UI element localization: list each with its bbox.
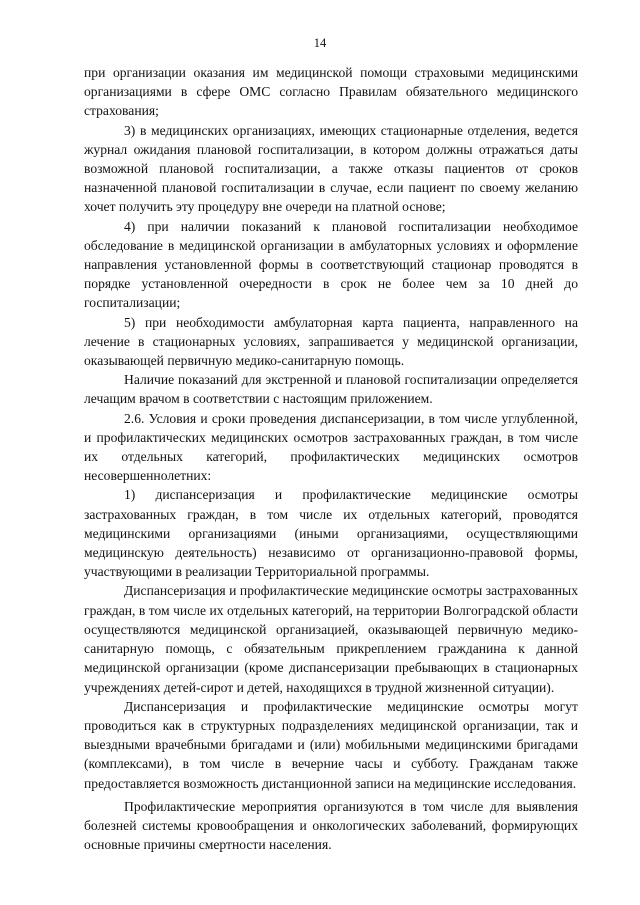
paragraph-hospitalization-indications: Наличие показаний для экстренной и плановой госпитализации определяется лечащим врачом в соответствии с настоящим приложением. <box>84 372 578 407</box>
paragraph-preventive-measures: Профилактические мероприятия организуются в том числе для выявления болезней системы кровообращения и онкологических заболеваний, формирующих основные причины смертности населения. <box>84 798 578 853</box>
paragraph-item-5: 5) при необходимости амбулаторная карта пациента, направленного на лечение в стационарных условиях, запрашивается у медицинской организации, оказывающей первичную медико-санитарную помощь. <box>84 314 578 369</box>
paragraph-item-4: 4) при наличии показаний к плановой госпитализации необходимое обследование в медицинской организации в амбулаторных условиях и оформление направления установленной формы в соответствующий стационар проводятся в порядке установленной очередности в срок не более чем за 10 дней до госпитализации; <box>84 218 578 311</box>
paragraph-dispensarization-territory: Диспансеризация и профилактические медицинские осмотры застрахованных граждан, в том числе их отдельных категорий, на территории Волгоградской области осуществляются медицинской организацией, оказывающей первичную медико-санитарную помощь, с обязательным прикреплением гражданина к данной медицинской организации (кроме диспансеризации пребывающих в стационарных учреждениях детей-сирот и детей, находящихся в трудной жизненной ситуации). <box>84 583 578 695</box>
paragraph-item-1: 1) диспансеризация и профилактические медицинские осмотры застрахованных граждан, в том числе их отдельных категорий, проводятся медицинскими организациями (иными организациями, осуществляющими медицинскую деятельность) независимо от организационно-правовой формы, участвующими в реализации Территориальной программы. <box>84 487 578 580</box>
paragraph-section-2-6: 2.6. Условия и сроки проведения диспансеризации, в том числе углубленной, и профилактических медицинских осмотров застрахованных граждан, в том числе их отдельных категорий, профилактических медицинских осмотров несовершеннолетних: <box>84 410 578 484</box>
paragraph-item-3: 3) в медицинских организациях, имеющих стационарные отделения, ведется журнал ожидания плановой госпитализации, в котором должны отражаться даты возможной плановой госпитализации, а также отказы пациентов от сроков назначенной плановой госпитализации в случае, если пациент по своему желанию хочет получить эту процедуру вне очереди на платной основе; <box>84 122 578 215</box>
paragraph-dispensarization-brigades: Диспансеризация и профилактические медицинские осмотры могут проводиться как в структурных подразделениях медицинской организации, так и выездными врачебными бригадами и (или) мобильными медицинскими бригадами (комплексами), в том числе в вечерние часы и субботу. Гражданам также предоставляется возможность дистанционной записи на медицинские исследования. <box>84 698 578 791</box>
document-body <box>84 63 578 854</box>
page-number: 14 <box>313 36 327 50</box>
paragraph-continuation: при организации оказания им медицинской помощи страховыми медицинскими организациями в сфере ОМС согласно Правилам обязательного медицинского страхования; <box>84 65 578 119</box>
